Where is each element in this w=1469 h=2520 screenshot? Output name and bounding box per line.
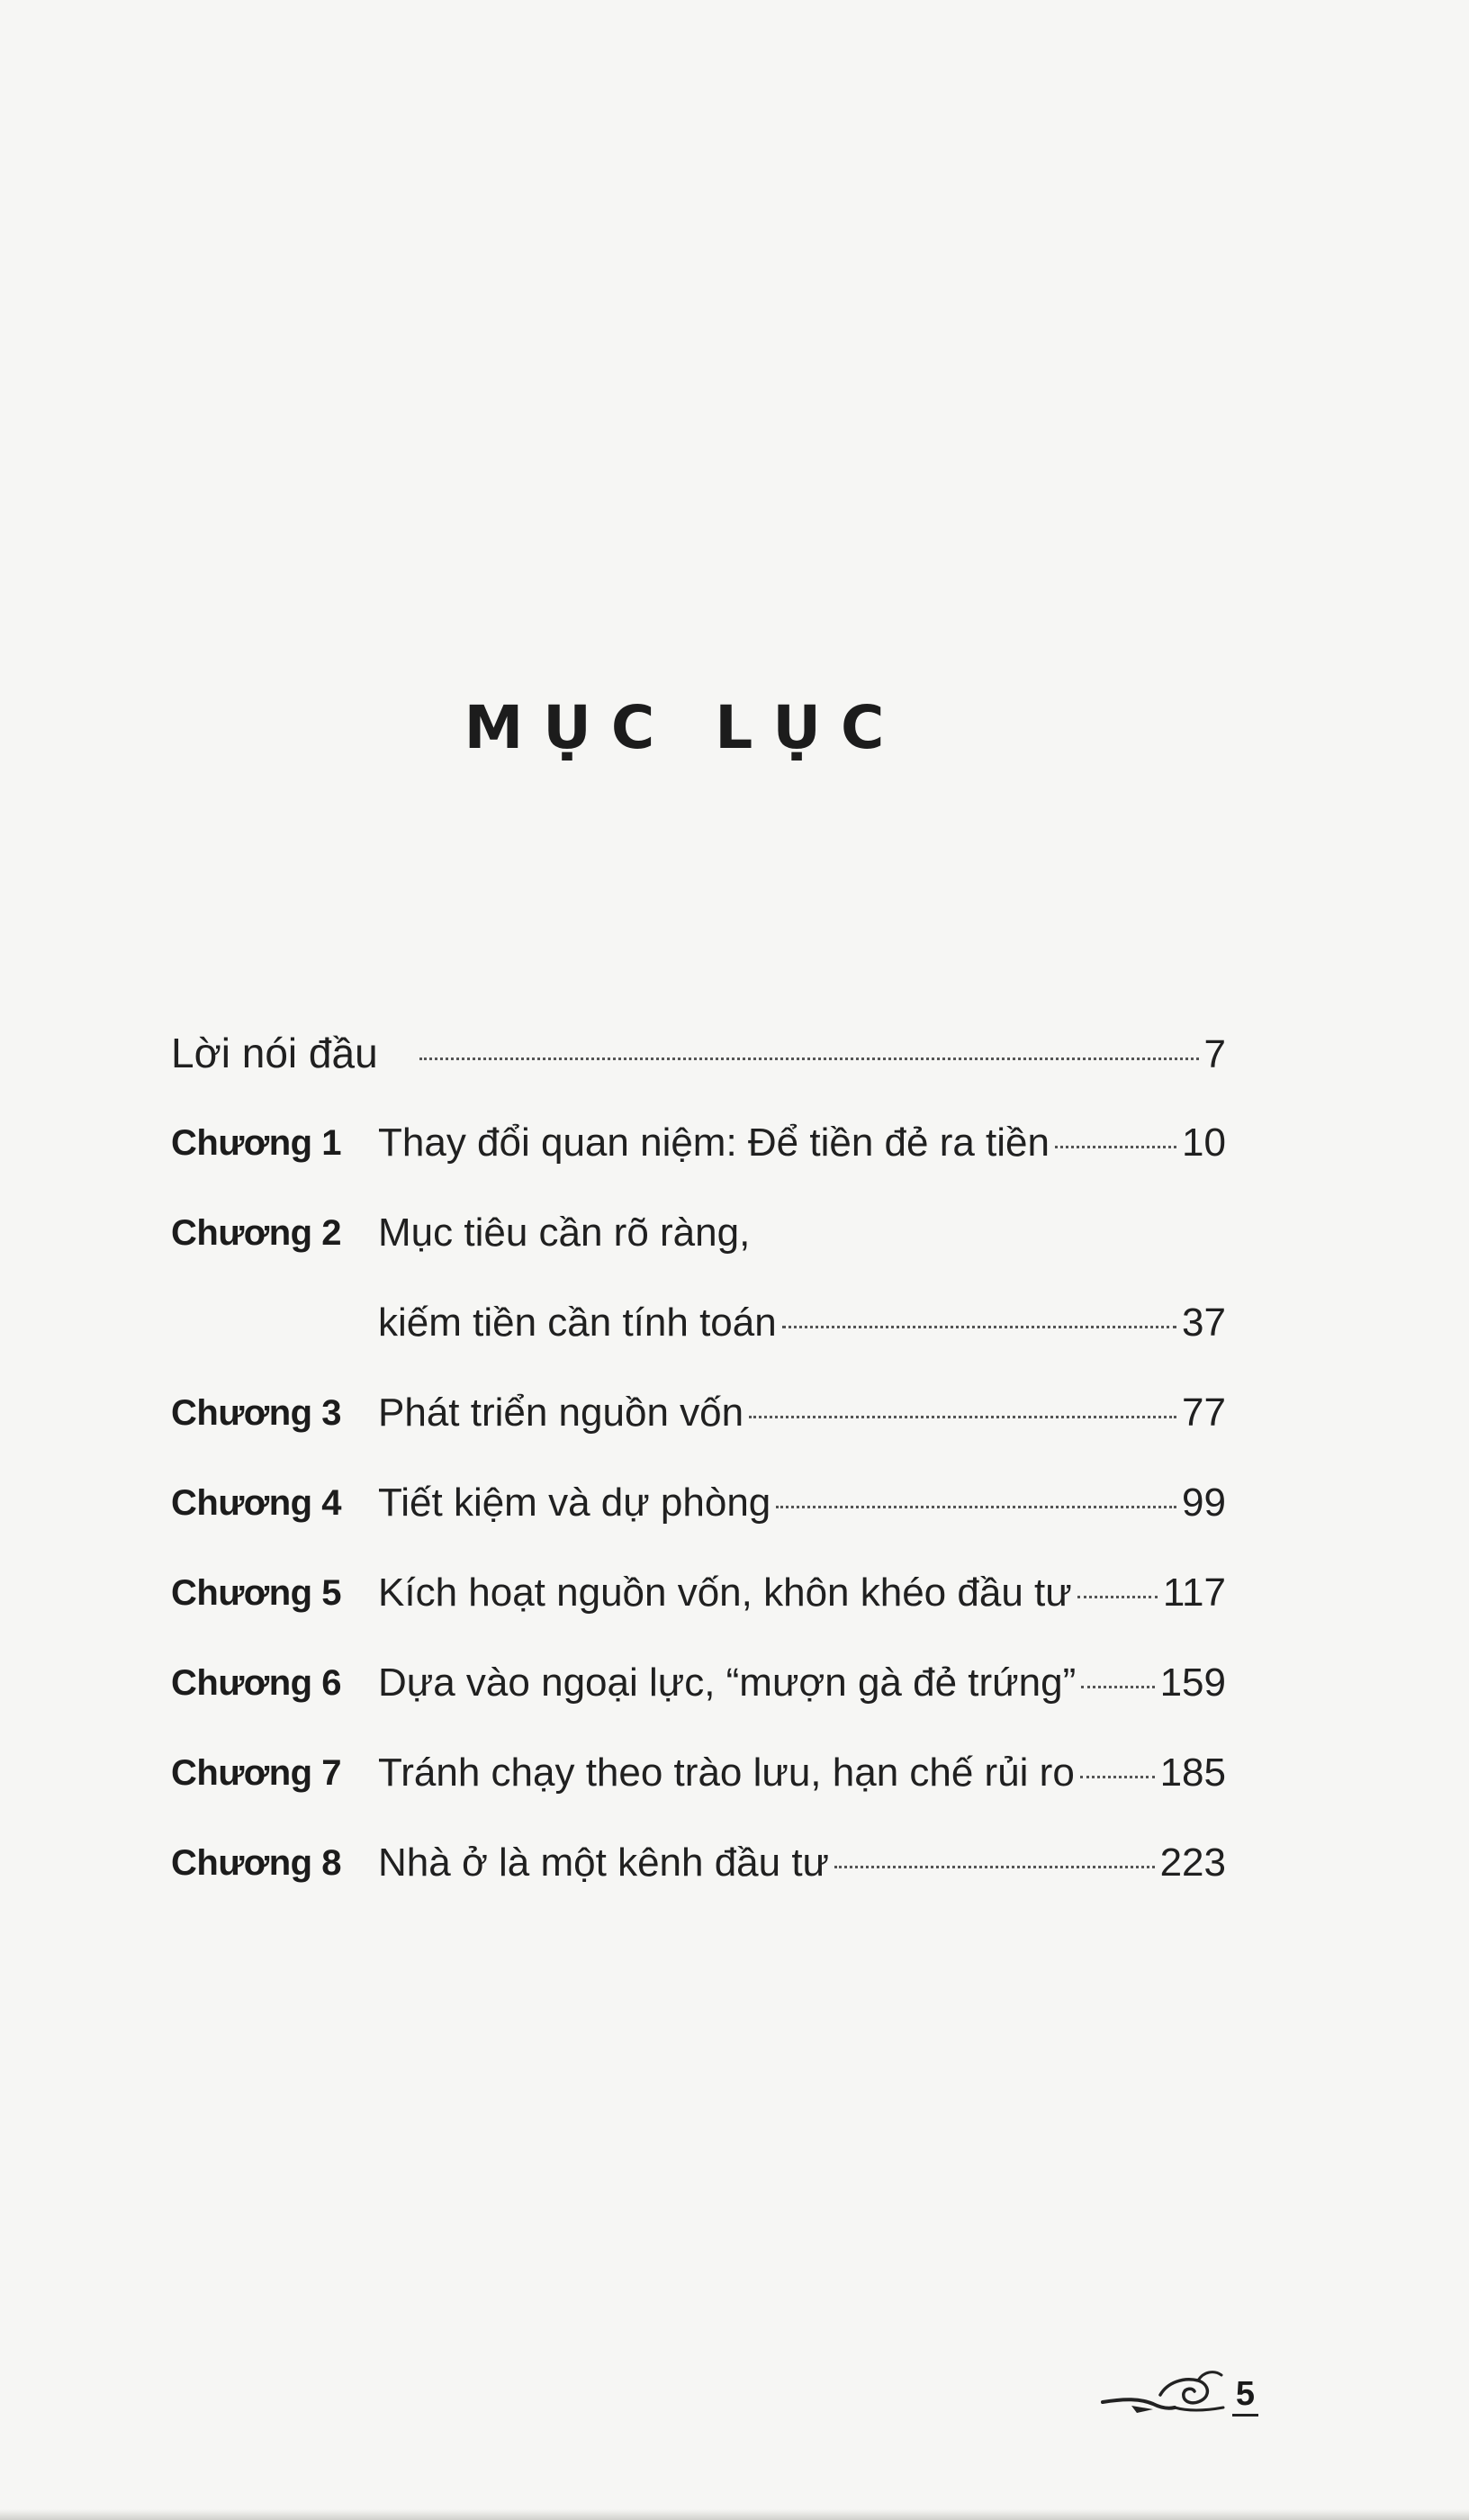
dot-leader xyxy=(749,1416,1176,1418)
dot-leader xyxy=(1077,1596,1158,1598)
toc-entry-chapter-3 xyxy=(171,1368,1226,1458)
page-bottom-edge xyxy=(0,2509,1469,2520)
chapter-title: Tránh chạy theo trào lưu, hạn chế rủi ro xyxy=(378,1750,1075,1795)
chapter-page-number: 159 xyxy=(1159,1660,1226,1705)
table-of-contents xyxy=(171,1008,1226,1908)
dot-leader xyxy=(782,1326,1176,1328)
chapter-label: Chương 8 xyxy=(171,1843,341,1883)
chapter-title-line-2: kiếm tiền cần tính toán xyxy=(378,1300,777,1345)
chapter-page-number: 10 xyxy=(1182,1120,1226,1165)
chapter-page-number: 223 xyxy=(1159,1840,1226,1885)
toc-entry-chapter-6 xyxy=(171,1638,1226,1728)
dot-leader xyxy=(1055,1146,1176,1148)
dot-leader xyxy=(419,1058,1199,1060)
dot-leader xyxy=(1081,1686,1154,1688)
chapter-title: Nhà ở là một kênh đầu tư xyxy=(378,1840,830,1885)
chapter-page-number: 117 xyxy=(1162,1570,1226,1615)
chapter-label: Chương 1 xyxy=(171,1123,341,1163)
dot-leader xyxy=(1080,1776,1155,1778)
chapter-label: Chương 6 xyxy=(171,1663,341,1703)
toc-entry-chapter-8 xyxy=(171,1818,1226,1908)
toc-entry-chapter-1 xyxy=(171,1098,1226,1188)
chapter-title: Tiết kiệm và dự phòng xyxy=(378,1480,771,1525)
preface-page-number: 7 xyxy=(1203,1032,1226,1076)
chapter-title: Kích hoạt nguồn vốn, khôn khéo đầu tư xyxy=(378,1570,1072,1615)
page-footer xyxy=(1097,2362,1258,2416)
chapter-page-number: 185 xyxy=(1159,1750,1226,1795)
chapter-title-line-1: Mục tiêu cần rõ ràng, xyxy=(378,1210,751,1255)
swirl-ornament-icon xyxy=(1097,2362,1232,2416)
chapter-label: Chương 4 xyxy=(171,1483,341,1523)
chapter-title: Dựa vào ngoại lực, “mượn gà đẻ trứng” xyxy=(378,1660,1077,1705)
toc-entry-chapter-7 xyxy=(171,1728,1226,1818)
chapter-page-number: 99 xyxy=(1182,1480,1226,1525)
page-title: MỤC LỤC xyxy=(464,693,905,762)
toc-entry-chapter-2 xyxy=(171,1188,1226,1368)
toc-entry-preface xyxy=(171,1008,1226,1098)
toc-entry-chapter-4 xyxy=(171,1458,1226,1548)
chapter-label: Chương 2 xyxy=(171,1213,341,1253)
chapter-label: Chương 3 xyxy=(171,1393,341,1433)
chapter-title: Thay đổi quan niệm: Để tiền đẻ ra tiền xyxy=(378,1120,1050,1165)
dot-leader xyxy=(776,1506,1176,1508)
chapter-page-number: 37 xyxy=(1182,1300,1226,1345)
dot-leader xyxy=(834,1866,1155,1868)
page-number: 5 xyxy=(1232,2376,1258,2416)
chapter-page-number: 77 xyxy=(1182,1390,1226,1435)
chapter-title: Phát triển nguồn vốn xyxy=(378,1390,744,1435)
chapter-label: Chương 7 xyxy=(171,1753,341,1793)
toc-entry-chapter-5 xyxy=(171,1548,1226,1638)
preface-title: Lời nói đầu xyxy=(171,1030,378,1076)
chapter-label: Chương 5 xyxy=(171,1573,341,1613)
